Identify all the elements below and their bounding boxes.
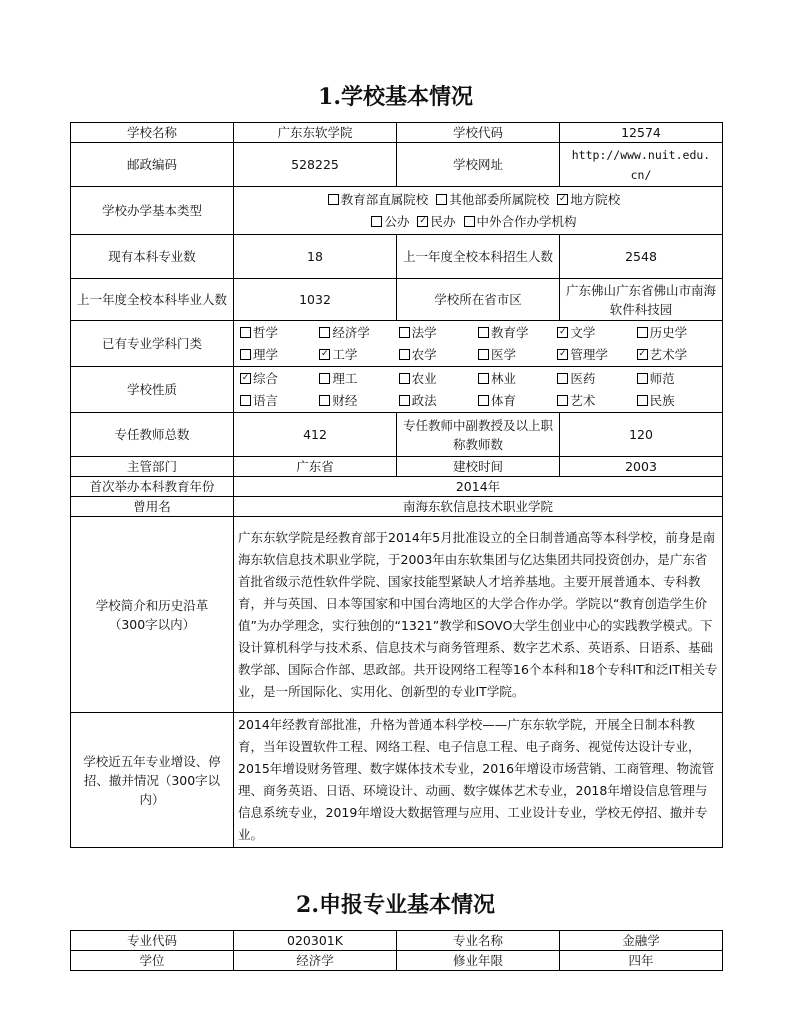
authority-label: 主管部门: [71, 457, 234, 477]
nature-option[interactable]: [637, 391, 716, 410]
discipline-option-label: 理学: [253, 347, 279, 362]
school-name-label: 学校名称: [71, 123, 234, 143]
discipline-option-label: 管理学: [570, 347, 608, 362]
checked-box-icon[interactable]: [417, 216, 428, 227]
discipline-option[interactable]: [637, 323, 716, 342]
section1-title: 1.学校基本情况: [318, 84, 473, 110]
changes-label: 学校近五年专业增设、停招、撤并情况（300字以内）: [71, 713, 234, 848]
discipline-option-label: 法学: [411, 325, 437, 340]
years-label: 修业年限: [397, 951, 560, 971]
school-code-value: 12574: [560, 123, 723, 143]
nature-option-label: 民族: [649, 393, 675, 408]
school-type-options: [234, 187, 723, 235]
empty-box-icon[interactable]: [319, 395, 330, 406]
school-code-label: 学校代码: [397, 123, 560, 143]
empty-box-icon[interactable]: [478, 395, 489, 406]
disciplines-options: [234, 321, 723, 367]
empty-box-icon[interactable]: [240, 327, 251, 338]
checked-box-icon[interactable]: [637, 349, 648, 360]
years-value: 四年: [560, 951, 723, 971]
school-type-option[interactable]: [417, 211, 455, 233]
nature-option[interactable]: [557, 369, 636, 388]
nature-option-label: 体育: [491, 393, 517, 408]
history-text: 广东东软学院是经教育部于2014年5月批准设立的全日制普通高等本科学校，前身是南海东软信息技术职业学院，于2003年由东软集团与亿达集团共同投资创办，是广东省首批省级示范性软件学院、国家技能型紧缺人才培养基地。主要开展普通本、专科教育，并与英国、日本等国家和中国台湾地区的大学合作办学。学院以“教育创造学生价值”为办学理念，实行独创的“1321”教学和SOVO大学生创业中心的实践教学模式。下设计算机科学与技术系、信息技术与商务管理系、数字艺术系、英语系、日语系、基础教学部、国际合作部、思政部。共开设网络工程等16个本科和18个专科IT和泛IT相关专业，是一所国际化、实用化、创新型的专业IT学院。: [234, 517, 723, 713]
discipline-option-label: 医学: [491, 347, 517, 362]
school-type-option-label: 中外合作办学机构: [476, 213, 577, 229]
discipline-option-label: 历史学: [649, 325, 688, 340]
empty-box-icon[interactable]: [240, 349, 251, 360]
school-type-row1: [238, 189, 718, 211]
school-type-option[interactable]: [557, 189, 620, 211]
founded-value: 2003: [560, 457, 723, 477]
discipline-option[interactable]: [319, 323, 398, 342]
empty-box-icon[interactable]: [319, 373, 330, 384]
empty-box-icon[interactable]: [637, 395, 648, 406]
empty-box-icon[interactable]: [478, 327, 489, 338]
founded-label: 建校时间: [397, 457, 560, 477]
discipline-option[interactable]: [240, 323, 319, 342]
checked-box-icon[interactable]: [557, 327, 568, 338]
school-type-option-label: 其他部委所属院校: [449, 191, 550, 207]
discipline-option-label: 文学: [570, 325, 596, 340]
nature-option-label: 师范: [649, 371, 675, 386]
discipline-option-label: 工学: [332, 347, 358, 362]
nature-option-label: 林业: [491, 371, 517, 386]
history-label-line1: 学校简介和历史沿革: [95, 597, 209, 613]
discipline-option[interactable]: [319, 345, 398, 364]
major-code-value: 020301K: [234, 931, 397, 951]
empty-box-icon[interactable]: [557, 373, 568, 384]
empty-box-icon[interactable]: [399, 349, 410, 360]
former-name-value: 南海东软信息技术职业学院: [234, 497, 723, 517]
discipline-option[interactable]: [637, 345, 716, 364]
majors-count-value: 18: [234, 235, 397, 279]
enroll-label: 上一年度全校本科招生人数: [397, 235, 560, 279]
school-type-option[interactable]: [464, 211, 577, 233]
nature-option[interactable]: [557, 391, 636, 410]
school-type-label: 学校办学基本类型: [71, 187, 234, 235]
discipline-option[interactable]: [240, 345, 319, 364]
nature-option-label: 财经: [332, 393, 358, 408]
section2-title: 2.申报专业基本情况: [296, 892, 495, 918]
checked-box-icon[interactable]: [557, 194, 568, 205]
nature-label: 学校性质: [71, 367, 234, 413]
senior-teachers-label: 专任教师中副教授及以上职称教师数: [397, 413, 560, 457]
first-year-value: 2014年: [234, 477, 723, 497]
website-line1: http://www.nuit.edu.: [571, 147, 711, 162]
history-label-line2: （300字以内）: [108, 616, 196, 632]
school-info-table: [70, 122, 723, 848]
postcode-label: 邮政编码: [71, 143, 234, 187]
discipline-option[interactable]: [399, 323, 478, 342]
empty-box-icon[interactable]: [464, 216, 475, 227]
nature-option[interactable]: [637, 369, 716, 388]
discipline-option-label: 教育学: [491, 325, 529, 340]
degree-value: 经济学: [234, 951, 397, 971]
senior-teachers-value: 120: [560, 413, 723, 457]
nature-grid: [238, 367, 718, 412]
discipline-option[interactable]: [478, 345, 557, 364]
enroll-value: 2548: [560, 235, 723, 279]
empty-box-icon[interactable]: [557, 395, 568, 406]
nature-option[interactable]: [478, 391, 557, 410]
school-type-option-label: 地方院校: [570, 191, 621, 207]
empty-box-icon[interactable]: [319, 327, 330, 338]
discipline-option-label: 哲学: [253, 325, 279, 340]
discipline-option[interactable]: [399, 345, 478, 364]
empty-box-icon[interactable]: [240, 395, 251, 406]
nature-option[interactable]: [319, 391, 398, 410]
empty-box-icon[interactable]: [637, 327, 648, 338]
nature-option[interactable]: [319, 369, 398, 388]
nature-option[interactable]: [240, 391, 319, 410]
school-type-option[interactable]: [436, 189, 549, 211]
school-type-option-label: 民办: [430, 213, 456, 229]
website-line2: cn/: [630, 167, 652, 182]
location-value: 广东佛山广东省佛山市南海软件科技园: [560, 279, 723, 321]
nature-option-label: 政法: [411, 393, 437, 408]
grad-value: 1032: [234, 279, 397, 321]
website-value[interactable]: [560, 143, 723, 187]
school-type-option-label: 公办: [384, 213, 410, 229]
nature-option[interactable]: [478, 369, 557, 388]
discipline-option[interactable]: [478, 323, 557, 342]
empty-box-icon[interactable]: [478, 373, 489, 384]
nature-option[interactable]: [399, 391, 478, 410]
empty-box-icon[interactable]: [436, 194, 447, 205]
nature-option[interactable]: [399, 369, 478, 388]
empty-box-icon[interactable]: [637, 373, 648, 384]
first-year-label: 首次举办本科教育年份: [71, 477, 234, 497]
discipline-option[interactable]: [557, 323, 636, 342]
checked-box-icon[interactable]: [240, 373, 251, 384]
nature-option-label: 综合: [253, 371, 279, 386]
nature-option-label: 语言: [253, 393, 279, 408]
school-type-option-label: 教育部直属院校: [340, 191, 429, 207]
school-type-row2: [238, 211, 718, 233]
major-name-label: 专业名称: [397, 931, 560, 951]
empty-box-icon[interactable]: [399, 327, 410, 338]
website-label: 学校网址: [397, 143, 560, 187]
changes-text: 2014年经教育部批准，升格为普通本科学校——广东东软学院，开展全日制本科教育，当年设置软件工程、网络工程、电子信息工程、电子商务、视觉传达设计专业，2015年增设财务管理、数字媒体技术专业，2016年增设市场营销、工商管理、物流管理、商务英语、日语、环境设计、动画、数字媒体艺术专业，2018年增设信息管理与信息系统专业，2019年增设大数据管理与应用、工业设计专业，学校无停招、撤并专业。: [234, 713, 723, 848]
school-type-option[interactable]: [371, 211, 409, 233]
location-label: 学校所在省市区: [397, 279, 560, 321]
nature-option-label: 理工: [332, 371, 358, 386]
empty-box-icon[interactable]: [399, 373, 410, 384]
teachers-value: 412: [234, 413, 397, 457]
checked-box-icon[interactable]: [557, 349, 568, 360]
degree-label: 学位: [71, 951, 234, 971]
major-name-value: 金融学: [560, 931, 723, 951]
disciplines-grid: [238, 321, 718, 366]
discipline-option-label: 艺术学: [649, 347, 688, 362]
teachers-label: 专任教师总数: [71, 413, 234, 457]
nature-option-label: 艺术: [570, 393, 596, 408]
nature-option[interactable]: [240, 369, 319, 388]
authority-value: 广东省: [234, 457, 397, 477]
school-name-value: 广东东软学院: [234, 123, 397, 143]
disciplines-label: 已有专业学科门类: [71, 321, 234, 367]
majors-count-label: 现有本科专业数: [71, 235, 234, 279]
former-name-label: 曾用名: [71, 497, 234, 517]
discipline-option-label: 经济学: [332, 325, 370, 340]
discipline-option[interactable]: [557, 345, 636, 364]
empty-box-icon[interactable]: [478, 349, 489, 360]
postcode-value: 528225: [234, 143, 397, 187]
nature-option-label: 医药: [570, 371, 596, 386]
nature-options: [234, 367, 723, 413]
empty-box-icon[interactable]: [371, 216, 382, 227]
history-label: [71, 517, 234, 713]
empty-box-icon[interactable]: [399, 395, 410, 406]
checked-box-icon[interactable]: [319, 349, 330, 360]
grad-label: 上一年度全校本科毕业人数: [71, 279, 234, 321]
major-code-label: 专业代码: [71, 931, 234, 951]
nature-option-label: 农业: [411, 371, 437, 386]
empty-box-icon[interactable]: [328, 194, 339, 205]
discipline-option-label: 农学: [411, 347, 437, 362]
school-type-option[interactable]: [328, 189, 429, 211]
major-info-table: [70, 930, 723, 971]
